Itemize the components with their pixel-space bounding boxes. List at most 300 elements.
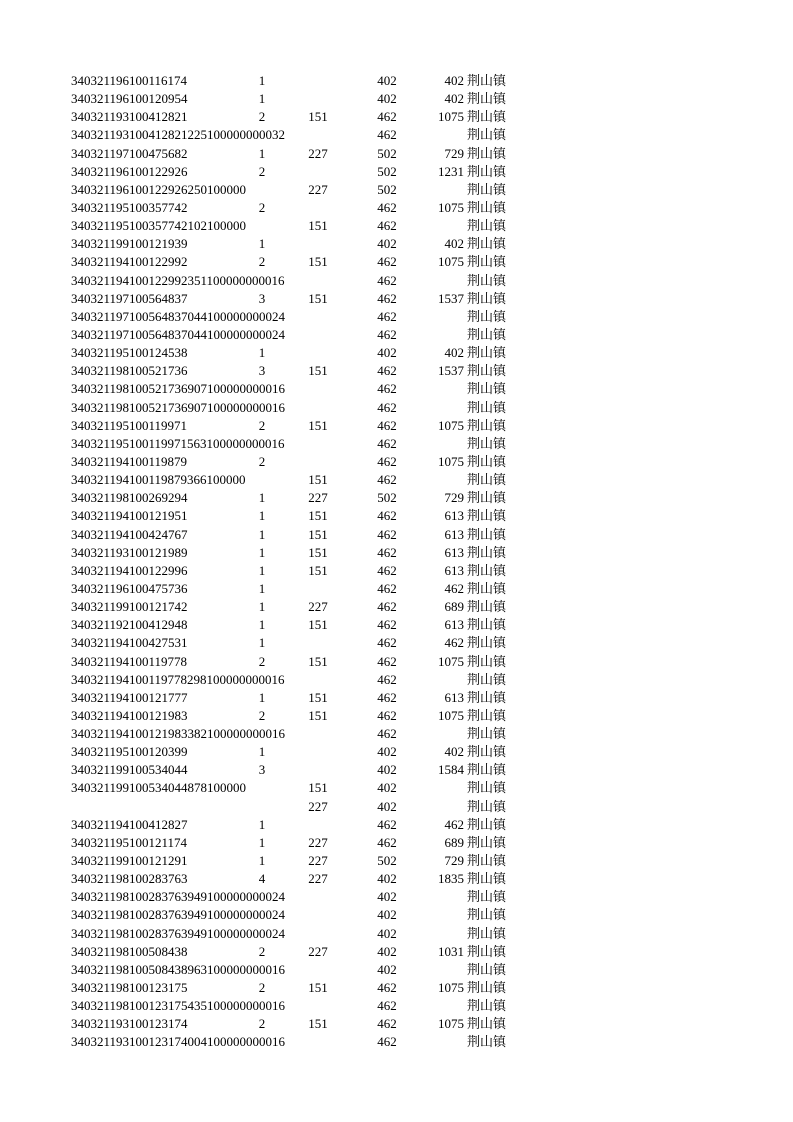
subsidy-b-cell: 462: [377, 544, 397, 560]
household-id-cell: 340321193100412821: [71, 109, 188, 125]
table-row: [0, 181, 793, 199]
subsidy-a-cell: 151: [308, 472, 328, 488]
table-row: [0, 90, 793, 108]
subsidy-a-cell: 151: [308, 544, 328, 560]
town-name-cell: 荆山镇: [467, 453, 507, 469]
member-count-cell: 1: [258, 544, 266, 560]
total-amount-cell: 613: [444, 526, 464, 542]
table-row: [0, 399, 793, 417]
household-id-cell: 340321194100412827: [71, 816, 188, 832]
table-row: [0, 689, 793, 707]
household-id-cell: 340321194100122992351100000000016: [71, 272, 285, 288]
town-name-cell: 荆山镇: [467, 236, 507, 252]
town-name-cell: 荆山镇: [467, 653, 507, 669]
household-id-cell: 340321197100564837: [71, 290, 188, 306]
table-row: [0, 272, 793, 290]
household-id-cell: 340321194100121983: [71, 707, 188, 723]
town-name-cell: 荆山镇: [467, 599, 507, 615]
table-row: [0, 235, 793, 253]
subsidy-b-cell: 462: [377, 417, 397, 433]
town-name-cell: 荆山镇: [467, 980, 507, 996]
subsidy-b-cell: 462: [377, 199, 397, 215]
member-count-cell: 2: [258, 109, 266, 125]
town-name-cell: 荆山镇: [467, 490, 507, 506]
member-count-cell: 1: [258, 490, 266, 506]
subsidy-b-cell: 462: [377, 671, 397, 687]
table-row: [0, 471, 793, 489]
town-name-cell: 荆山镇: [467, 635, 507, 651]
household-id-cell: 340321198100269294: [71, 490, 188, 506]
table-row: [0, 1033, 793, 1051]
table-row: [0, 326, 793, 344]
subsidy-b-cell: 462: [377, 1016, 397, 1032]
total-amount-cell: 1075: [438, 980, 464, 996]
table-row: [0, 816, 793, 834]
member-count-cell: 1: [258, 617, 266, 633]
member-count-cell: 1: [258, 526, 266, 542]
table-row: [0, 743, 793, 761]
subsidy-b-cell: 402: [377, 925, 397, 941]
subsidy-b-cell: 462: [377, 308, 397, 324]
member-count-cell: 1: [258, 236, 266, 252]
household-id-cell: 340321199100121742: [71, 599, 188, 615]
household-id-cell: 340321198100508438: [71, 943, 188, 959]
household-id-cell: 340321195100120399: [71, 744, 188, 760]
household-id-cell: 340321194100119778298100000000016: [71, 671, 285, 687]
member-count-cell: 3: [258, 290, 266, 306]
town-name-cell: 荆山镇: [467, 399, 507, 415]
subsidy-b-cell: 402: [377, 91, 397, 107]
table-row: [0, 126, 793, 144]
town-name-cell: 荆山镇: [467, 199, 507, 215]
table-row: [0, 507, 793, 525]
member-count-cell: 1: [258, 853, 266, 869]
total-amount-cell: 1835: [438, 871, 464, 887]
subsidy-b-cell: 402: [377, 943, 397, 959]
member-count-cell: 2: [258, 453, 266, 469]
subsidy-a-cell: 151: [308, 508, 328, 524]
subsidy-b-cell: 502: [377, 145, 397, 161]
subsidy-b-cell: 502: [377, 853, 397, 869]
household-id-cell: 340321199100121291: [71, 853, 188, 869]
total-amount-cell: 1031: [438, 943, 464, 959]
town-name-cell: 荆山镇: [467, 580, 507, 596]
table-row: [0, 834, 793, 852]
household-id-cell: 340321197100475682: [71, 145, 188, 161]
table-row: [0, 562, 793, 580]
town-name-cell: 荆山镇: [467, 1034, 507, 1050]
total-amount-cell: 462: [444, 816, 464, 832]
subsidy-b-cell: 462: [377, 272, 397, 288]
subsidy-b-cell: 402: [377, 907, 397, 923]
town-name-cell: 荆山镇: [467, 308, 507, 324]
table-row: [0, 163, 793, 181]
total-amount-cell: 1537: [438, 363, 464, 379]
table-row: [0, 961, 793, 979]
table-row: [0, 145, 793, 163]
subsidy-a-cell: 151: [308, 980, 328, 996]
town-name-cell: 荆山镇: [467, 73, 507, 88]
town-name-cell: 荆山镇: [467, 762, 507, 778]
town-name-cell: 荆山镇: [467, 798, 507, 814]
member-count-cell: 2: [258, 1016, 266, 1032]
subsidy-a-cell: 151: [308, 617, 328, 633]
total-amount-cell: 613: [444, 617, 464, 633]
table-row: [0, 199, 793, 217]
town-name-cell: 荆山镇: [467, 834, 507, 850]
subsidy-b-cell: 402: [377, 236, 397, 252]
member-count-cell: 1: [258, 816, 266, 832]
subsidy-b-cell: 462: [377, 1034, 397, 1050]
household-id-cell: 340321198100283763949100000000024: [71, 889, 286, 905]
household-id-cell: 340321198100521736907100000000016: [71, 381, 286, 397]
subsidy-a-cell: 151: [308, 526, 328, 542]
town-name-cell: 荆山镇: [467, 707, 507, 723]
total-amount-cell: 729: [444, 145, 464, 161]
household-id-cell: 340321194100121983382100000000016: [71, 726, 286, 742]
total-amount-cell: 1075: [438, 254, 464, 270]
total-amount-cell: 613: [444, 562, 464, 578]
subsidy-a-cell: 151: [308, 562, 328, 578]
subsidy-a-cell: 227: [308, 798, 328, 814]
total-amount-cell: 613: [444, 544, 464, 560]
table-row: [0, 380, 793, 398]
town-name-cell: 荆山镇: [467, 544, 507, 560]
subsidy-b-cell: 502: [377, 163, 397, 179]
subsidy-b-cell: 462: [377, 326, 397, 342]
table-row: [0, 72, 793, 90]
household-id-cell: 340321198100123175435100000000016: [71, 998, 286, 1014]
household-id-cell: 340321194100121951: [71, 508, 188, 524]
table-row: [0, 798, 793, 816]
town-name-cell: 荆山镇: [467, 671, 507, 687]
total-amount-cell: 1584: [438, 762, 464, 778]
subsidy-b-cell: 462: [377, 689, 397, 705]
total-amount-cell: 1075: [438, 653, 464, 669]
subsidy-b-cell: 462: [377, 816, 397, 832]
subsidy-b-cell: 462: [377, 998, 397, 1014]
subsidy-a-cell: 151: [308, 780, 328, 796]
table-row: [0, 1015, 793, 1033]
town-name-cell: 荆山镇: [467, 689, 507, 705]
household-id-cell: 340321196100122926: [71, 163, 188, 179]
member-count-cell: 1: [258, 744, 266, 760]
subsidy-b-cell: 502: [377, 181, 397, 197]
subsidy-b-cell: 502: [377, 490, 397, 506]
household-id-cell: 340321195100357742102100000: [71, 218, 247, 234]
subsidy-a-cell: 227: [308, 871, 328, 887]
total-amount-cell: 402: [444, 73, 464, 88]
table-row: [0, 362, 793, 380]
spreadsheet-page: [0, 72, 793, 1052]
town-name-cell: 荆山镇: [467, 889, 507, 905]
member-count-cell: 3: [258, 363, 266, 379]
town-name-cell: 荆山镇: [467, 417, 507, 433]
subsidy-a-cell: 151: [308, 417, 328, 433]
town-name-cell: 荆山镇: [467, 617, 507, 633]
total-amount-cell: 1075: [438, 453, 464, 469]
subsidy-b-cell: 402: [377, 889, 397, 905]
subsidy-a-cell: 151: [308, 109, 328, 125]
subsidy-b-cell: 402: [377, 798, 397, 814]
town-name-cell: 荆山镇: [467, 1016, 507, 1032]
household-id-cell: 340321198100283763949100000000024: [71, 907, 286, 923]
town-name-cell: 荆山镇: [467, 961, 507, 977]
subsidy-a-cell: 227: [308, 834, 328, 850]
member-count-cell: 2: [258, 163, 266, 179]
member-count-cell: 1: [258, 145, 266, 161]
member-count-cell: 2: [258, 707, 266, 723]
subsidy-b-cell: 462: [377, 290, 397, 306]
household-id-cell: 340321194100122996: [71, 562, 188, 578]
total-amount-cell: 1231: [438, 163, 464, 179]
table-row: [0, 761, 793, 779]
household-id-cell: 340321194100122992: [71, 254, 188, 270]
table-row: [0, 725, 793, 743]
household-id-cell: 340321198100123175: [71, 980, 188, 996]
subsidy-b-cell: 462: [377, 526, 397, 542]
subsidy-b-cell: 462: [377, 834, 397, 850]
subsidy-b-cell: 402: [377, 73, 397, 88]
table-row: [0, 707, 793, 725]
subsidy-b-cell: 402: [377, 961, 397, 977]
table-row: [0, 344, 793, 362]
household-id-cell: 340321196100122926250100000: [71, 181, 247, 197]
town-name-cell: 荆山镇: [467, 127, 507, 143]
total-amount-cell: 689: [444, 599, 464, 615]
table-row: [0, 906, 793, 924]
town-name-cell: 荆山镇: [467, 363, 507, 379]
table-row: [0, 217, 793, 235]
subsidy-b-cell: 462: [377, 599, 397, 615]
table-row: [0, 779, 793, 797]
subsidy-b-cell: 462: [377, 707, 397, 723]
table-row: [0, 671, 793, 689]
household-id-cell: 340321196100116174: [71, 73, 188, 88]
subsidy-a-cell: 227: [308, 853, 328, 869]
member-count-cell: 2: [258, 980, 266, 996]
household-id-cell: 340321195100121174: [71, 834, 188, 850]
subsidy-a-cell: 227: [308, 145, 328, 161]
town-name-cell: 荆山镇: [467, 508, 507, 524]
town-name-cell: 荆山镇: [467, 726, 507, 742]
subsidy-a-cell: 151: [308, 689, 328, 705]
town-name-cell: 荆山镇: [467, 218, 507, 234]
subsidy-b-cell: 462: [377, 363, 397, 379]
total-amount-cell: 402: [444, 91, 464, 107]
table-row: [0, 888, 793, 906]
household-id-cell: 340321194100119879366100000: [71, 472, 246, 488]
town-name-cell: 荆山镇: [467, 345, 507, 361]
table-row: [0, 489, 793, 507]
subsidy-b-cell: 462: [377, 453, 397, 469]
subsidy-a-cell: 151: [308, 653, 328, 669]
subsidy-a-cell: 227: [308, 599, 328, 615]
subsidy-b-cell: 402: [377, 762, 397, 778]
subsidy-b-cell: 402: [377, 780, 397, 796]
table-row: [0, 653, 793, 671]
household-id-cell: 340321194100424767: [71, 526, 188, 542]
total-amount-cell: 1075: [438, 199, 464, 215]
town-name-cell: 荆山镇: [467, 145, 507, 161]
member-count-cell: 1: [258, 91, 266, 107]
subsidy-b-cell: 462: [377, 508, 397, 524]
subsidy-b-cell: 462: [377, 435, 397, 451]
subsidy-b-cell: 462: [377, 635, 397, 651]
member-count-cell: 1: [258, 599, 266, 615]
total-amount-cell: 402: [444, 236, 464, 252]
table-row: [0, 616, 793, 634]
table-row: [0, 526, 793, 544]
total-amount-cell: 1075: [438, 417, 464, 433]
total-amount-cell: 1075: [438, 1016, 464, 1032]
town-name-cell: 荆山镇: [467, 780, 507, 796]
household-id-cell: 340321196100475736: [71, 580, 188, 596]
town-name-cell: 荆山镇: [467, 998, 507, 1014]
household-id-cell: 340321194100121777: [71, 689, 188, 705]
subsidy-b-cell: 462: [377, 399, 397, 415]
subsidy-b-cell: 462: [377, 109, 397, 125]
household-id-cell: 340321199100534044: [71, 762, 188, 778]
subsidy-a-cell: 151: [308, 363, 328, 379]
total-amount-cell: 1075: [438, 109, 464, 125]
household-id-cell: 340321198100521736907100000000016: [71, 399, 286, 415]
town-name-cell: 荆山镇: [467, 163, 507, 179]
table-row: [0, 308, 793, 326]
member-count-cell: 2: [258, 417, 266, 433]
member-count-cell: 2: [258, 254, 266, 270]
household-id-cell: 340321193100123174: [71, 1016, 188, 1032]
subsidy-a-cell: 151: [308, 218, 328, 234]
town-name-cell: 荆山镇: [467, 254, 507, 270]
town-name-cell: 荆山镇: [467, 472, 507, 488]
table-row: [0, 453, 793, 471]
household-id-cell: 340321195100357742: [71, 199, 188, 215]
member-count-cell: 1: [258, 73, 266, 88]
subsidy-b-cell: 402: [377, 345, 397, 361]
subsidy-b-cell: 462: [377, 980, 397, 996]
town-name-cell: 荆山镇: [467, 562, 507, 578]
town-name-cell: 荆山镇: [467, 290, 507, 306]
table-row: [0, 870, 793, 888]
household-id-cell: 340321199100121939: [71, 236, 188, 252]
total-amount-cell: 462: [444, 580, 464, 596]
member-count-cell: 1: [258, 345, 266, 361]
table-row: [0, 943, 793, 961]
town-name-cell: 荆山镇: [467, 181, 507, 197]
household-id-cell: 340321198100283763: [71, 871, 188, 887]
household-id-cell: 340321193100412821225100000000032: [71, 127, 286, 143]
town-name-cell: 荆山镇: [467, 109, 507, 125]
member-count-cell: 2: [258, 653, 266, 669]
table-row: [0, 108, 793, 126]
total-amount-cell: 1075: [438, 707, 464, 723]
total-amount-cell: 613: [444, 689, 464, 705]
household-id-cell: 340321195100119971: [71, 417, 188, 433]
household-id-cell: 340321195100119971563100000000016: [71, 435, 285, 451]
town-name-cell: 荆山镇: [467, 907, 507, 923]
table-row: [0, 544, 793, 562]
subsidy-b-cell: 462: [377, 127, 397, 143]
household-id-cell: 340321198100508438963100000000016: [71, 961, 286, 977]
member-count-cell: 1: [258, 834, 266, 850]
total-amount-cell: 689: [444, 834, 464, 850]
table-row: [0, 580, 793, 598]
subsidy-b-cell: 462: [377, 617, 397, 633]
town-name-cell: 荆山镇: [467, 435, 507, 451]
table-row: [0, 598, 793, 616]
subsidy-b-cell: 462: [377, 562, 397, 578]
town-name-cell: 荆山镇: [467, 91, 507, 107]
town-name-cell: 荆山镇: [467, 943, 507, 959]
member-count-cell: 1: [258, 580, 266, 596]
member-count-cell: 2: [258, 943, 266, 959]
member-count-cell: 1: [258, 635, 266, 651]
subsidy-b-cell: 462: [377, 254, 397, 270]
household-id-cell: 340321194100119879: [71, 453, 188, 469]
household-id-cell: 340321197100564837044100000000024: [71, 308, 286, 324]
subsidy-b-cell: 462: [377, 218, 397, 234]
total-amount-cell: 402: [444, 345, 464, 361]
subsidy-a-cell: 151: [308, 254, 328, 270]
total-amount-cell: 729: [444, 490, 464, 506]
town-name-cell: 荆山镇: [467, 326, 507, 342]
subsidy-a-cell: 227: [308, 490, 328, 506]
total-amount-cell: 729: [444, 853, 464, 869]
subsidy-a-cell: 151: [308, 1016, 328, 1032]
household-id-cell: 340321197100564837044100000000024: [71, 326, 286, 342]
household-id-cell: 340321193100123174004100000000016: [71, 1034, 286, 1050]
subsidy-b-cell: 462: [377, 726, 397, 742]
member-count-cell: 3: [258, 762, 266, 778]
subsidy-a-cell: 151: [308, 290, 328, 306]
table-row: [0, 925, 793, 943]
household-id-cell: 340321199100534044878100000: [71, 780, 247, 796]
subsidy-b-cell: 462: [377, 472, 397, 488]
subsidy-a-cell: 227: [308, 943, 328, 959]
subsidy-b-cell: 462: [377, 381, 397, 397]
table-row: [0, 852, 793, 870]
total-amount-cell: 462: [444, 635, 464, 651]
table-row: [0, 290, 793, 308]
table-row: [0, 997, 793, 1015]
subsidy-b-cell: 462: [377, 580, 397, 596]
table-row: [0, 417, 793, 435]
total-amount-cell: 1537: [438, 290, 464, 306]
town-name-cell: 荆山镇: [467, 272, 507, 288]
household-id-cell: 340321198100521736: [71, 363, 188, 379]
subsidy-a-cell: 227: [308, 181, 328, 197]
member-count-cell: 4: [258, 871, 266, 887]
household-id-cell: 340321194100427531: [71, 635, 188, 651]
town-name-cell: 荆山镇: [467, 871, 507, 887]
subsidy-b-cell: 402: [377, 871, 397, 887]
household-id-cell: 340321193100121989: [71, 544, 188, 560]
total-amount-cell: 613: [444, 508, 464, 524]
town-name-cell: 荆山镇: [467, 925, 507, 941]
household-id-cell: 340321192100412948: [71, 617, 188, 633]
member-count-cell: 1: [258, 508, 266, 524]
table-row: [0, 435, 793, 453]
table-row: [0, 253, 793, 271]
household-id-cell: 340321198100283763949100000000024: [71, 925, 286, 941]
town-name-cell: 荆山镇: [467, 853, 507, 869]
table-row: [0, 979, 793, 997]
household-id-cell: 340321194100119778: [71, 653, 188, 669]
member-count-cell: 2: [258, 199, 266, 215]
subsidy-b-cell: 402: [377, 744, 397, 760]
member-count-cell: 1: [258, 689, 266, 705]
